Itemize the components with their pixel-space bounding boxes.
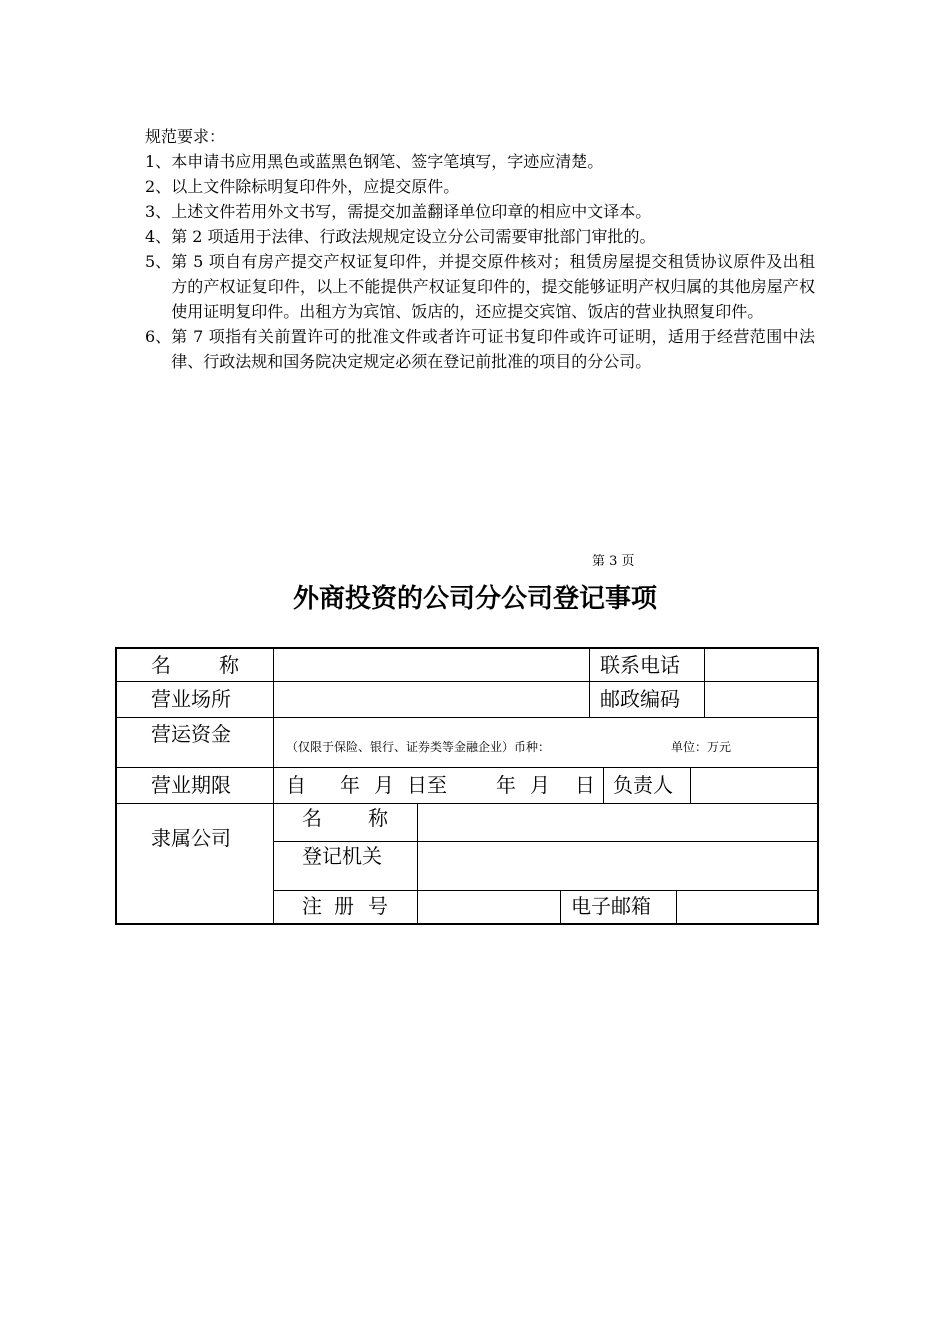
requirement-item <box>145 324 815 374</box>
requirement-item <box>145 224 815 249</box>
requirement-number: 5、 <box>145 252 172 271</box>
capital-unit: 单位：万元 <box>671 740 732 754</box>
page-number: 第 3 页 <box>592 554 635 569</box>
manager-label-cell <box>603 767 691 804</box>
phone-label-cell <box>589 648 705 682</box>
email-label-cell <box>560 890 677 924</box>
term-label-cell <box>116 767 274 804</box>
requirement-text: 以上文件除标明复印件外，应提交原件。 <box>171 177 460 196</box>
email-field[interactable] <box>676 890 818 924</box>
manager-label: 负责人 <box>613 773 673 797</box>
requirements-title: 规范要求： <box>145 127 226 146</box>
address-label-cell <box>116 681 274 718</box>
parent-name-label-char: 名 <box>302 806 322 830</box>
phone-field[interactable] <box>704 648 818 682</box>
requirement-item <box>145 199 815 224</box>
capital-note: （仅限于保险、银行、证券类等金融企业）币种： <box>286 740 551 754</box>
term-year: 年 <box>496 773 516 797</box>
regno-field[interactable] <box>417 890 561 924</box>
term-month: 月 <box>530 773 550 797</box>
parent-name-label-cell <box>273 803 418 842</box>
capital-field[interactable] <box>273 717 818 768</box>
term-from: 自 <box>286 773 306 797</box>
requirement-number: 1、 <box>145 152 172 171</box>
regno-label-char: 号 <box>368 894 388 918</box>
address-label: 营业场所 <box>151 687 231 711</box>
requirement-text: 第 2 项适用于法律、行政法规规定设立分公司需要审批部门审批的。 <box>171 227 656 246</box>
requirement-text: 第 7 项指有关前置许可的批准文件或者许可证书复印件或许可证明，适用于经营范围中法律、行政法规和国务院决定规定必须在登记前批准的项目的分公司。 <box>171 327 815 371</box>
requirement-text: 上述文件若用外文书写，需提交加盖翻译单位印章的相应中文译本。 <box>171 202 652 221</box>
email-label: 电子邮箱 <box>571 894 651 918</box>
form-title: 外商投资的公司分公司登记事项 <box>292 584 657 614</box>
postcode-label-cell <box>589 681 705 718</box>
regno-label-cell <box>273 890 418 924</box>
postcode-field[interactable] <box>704 681 818 718</box>
name-field[interactable] <box>273 648 590 682</box>
requirement-number: 6、 <box>145 327 172 346</box>
term-field[interactable] <box>273 767 604 804</box>
registry-label-cell <box>273 841 418 891</box>
regno-label-char: 册 <box>334 894 354 918</box>
term-year: 年 <box>340 773 360 797</box>
name-label-char: 称 <box>219 653 239 677</box>
registration-form-table <box>115 647 819 925</box>
registry-label: 登记机关 <box>302 844 382 868</box>
capital-label: 营运资金 <box>151 722 231 746</box>
parent-name-field[interactable] <box>417 803 818 842</box>
requirement-text: 第 5 项自有房产提交产权证复印件，并提交原件核对；租赁房屋提交租赁协议原件及出租方的产权证复印件，以上不能提供产权证复印件的，提交能够证明产权归属的其他房屋产权使用证明复印件。出租方为宾馆、饭店的，还应提交宾馆、饭店的营业执照复印件。 <box>171 252 815 321</box>
regno-label-char: 注 <box>302 894 322 918</box>
phone-label: 联系电话 <box>600 653 680 677</box>
requirement-number: 4、 <box>145 227 172 246</box>
requirement-item <box>145 149 815 174</box>
manager-field[interactable] <box>690 767 818 804</box>
term-month: 月 <box>374 773 394 797</box>
parent-name-label-char: 称 <box>368 806 388 830</box>
parent-label: 隶属公司 <box>151 826 231 850</box>
parent-label-cell <box>116 803 274 924</box>
requirement-item <box>145 249 815 324</box>
registry-field[interactable] <box>417 841 818 891</box>
name-label-char: 名 <box>151 653 171 677</box>
term-day-to: 日至 <box>407 773 447 797</box>
requirement-number: 3、 <box>145 202 172 221</box>
requirement-item <box>145 174 815 199</box>
requirements-section <box>145 124 815 374</box>
term-label: 营业期限 <box>151 773 231 797</box>
postcode-label: 邮政编码 <box>600 687 680 711</box>
capital-label-cell <box>116 717 274 768</box>
term-day: 日 <box>575 773 595 797</box>
address-field[interactable] <box>273 681 590 718</box>
name-label-cell <box>116 648 274 682</box>
requirement-text: 本申请书应用黑色或蓝黑色钢笔、签字笔填写，字迹应清楚。 <box>171 152 604 171</box>
requirement-number: 2、 <box>145 177 172 196</box>
